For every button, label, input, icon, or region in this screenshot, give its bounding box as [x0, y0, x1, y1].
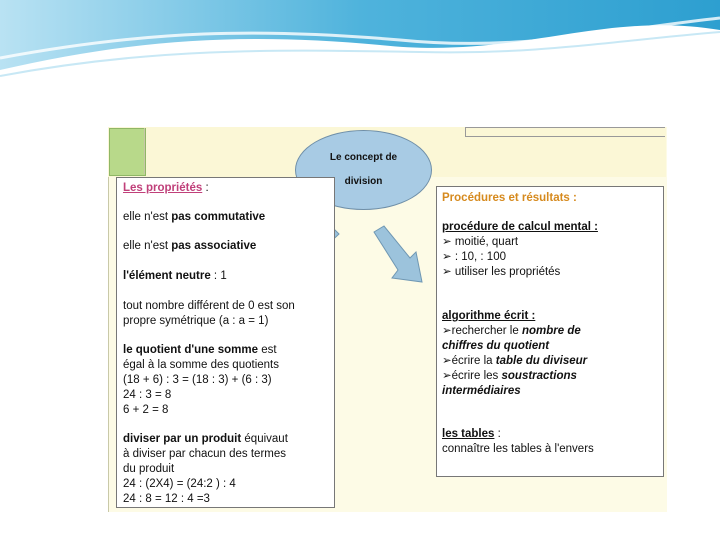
text: est: [258, 344, 277, 356]
arrow-bullet-icon: ➢: [442, 236, 452, 248]
list-item-text: rechercher le: [451, 325, 522, 337]
written-algo-title: algorithme écrit :: [442, 310, 536, 322]
text-line: 24 : (2X4) = (24:2 ) : 4: [123, 478, 236, 490]
list-item: [442, 369, 577, 384]
green-label-box: [109, 128, 146, 176]
divider-line: [465, 127, 466, 137]
text-line: connaître les tables à l'envers: [442, 443, 594, 455]
list-item-text: : 10, : 100: [454, 251, 506, 263]
text-line: à diviser par chacun des termes: [123, 448, 286, 460]
text-line: égal à la somme des quotients: [123, 359, 279, 371]
arrow-bullet-icon: ➢: [442, 370, 452, 382]
property-divide-product: [123, 432, 288, 447]
divider-line: [465, 136, 665, 137]
divider-line: [144, 128, 145, 174]
text-bold: le quotient d'une somme: [123, 344, 258, 356]
list-item-emphasis: table du diviseur: [495, 355, 588, 367]
mental-calc-title: procédure de calcul mental :: [442, 221, 598, 233]
text-bold: l'élément neutre: [123, 270, 211, 282]
text: : 1: [210, 270, 227, 282]
list-item-emphasis: chiffres du quotient: [442, 340, 550, 352]
property-associative: [123, 239, 256, 254]
property-symmetric-line: propre symétrique (a : a = 1): [123, 315, 269, 327]
properties-title: Les propriétés: [123, 182, 203, 194]
list-item: [442, 250, 506, 265]
list-item-text: écrire les: [451, 370, 502, 382]
arrow-bullet-icon: ➢: [442, 266, 452, 278]
arrow-bullet-icon: ➢: [442, 355, 452, 367]
decorative-wave-header: [0, 0, 720, 90]
list-item-text: moitié, quart: [454, 236, 519, 248]
list-item-emphasis: nombre de: [521, 325, 581, 337]
property-commutative: [123, 210, 265, 225]
list-item-emphasis: intermédiaires: [442, 385, 521, 397]
list-item-text: utiliser les propriétés: [454, 266, 561, 278]
text-line: (18 + 6) : 3 = (18 : 3) + (6 : 3): [123, 374, 272, 386]
properties-title-line: [123, 181, 209, 196]
tables-title: les tables: [442, 428, 495, 440]
list-item: [442, 265, 560, 280]
concept-line-2: division: [344, 176, 383, 187]
text-bold: diviser par un produit: [123, 433, 242, 445]
arrow-bullet-icon: ➢: [442, 251, 452, 263]
text: elle n'est: [123, 240, 172, 252]
right-arrow-icon: [370, 224, 430, 284]
text-bold: pas commutative: [171, 211, 266, 223]
property-sum-quotient: [123, 343, 277, 358]
divider-line: [465, 127, 665, 128]
tables-title-line: [442, 427, 501, 442]
concept-line-1: Le concept de: [329, 152, 398, 163]
title-suffix: :: [494, 428, 501, 440]
list-item: [442, 354, 587, 369]
text-line: du produit: [123, 463, 175, 475]
title-suffix: :: [202, 182, 209, 194]
property-neutral: [123, 269, 227, 284]
list-item: [442, 324, 581, 339]
arrow-bullet-icon: ➢: [442, 325, 452, 337]
procedures-panel: [436, 186, 664, 477]
text-line: 24 : 8 = 12 : 4 =3: [123, 493, 210, 505]
property-symmetric-line: tout nombre différent de 0 est son: [123, 300, 295, 312]
text: elle n'est: [123, 211, 172, 223]
text: équivaut: [241, 433, 288, 445]
list-item-emphasis: soustractions: [501, 370, 577, 382]
list-item: [442, 235, 518, 250]
properties-panel: [116, 177, 335, 508]
text-line: 24 : 3 = 8: [123, 389, 172, 401]
text-bold: pas associative: [171, 240, 257, 252]
text-line: 6 + 2 = 8: [123, 404, 169, 416]
procedures-title: Procédures et résultats :: [442, 192, 577, 204]
list-item-text: écrire la: [451, 355, 496, 367]
